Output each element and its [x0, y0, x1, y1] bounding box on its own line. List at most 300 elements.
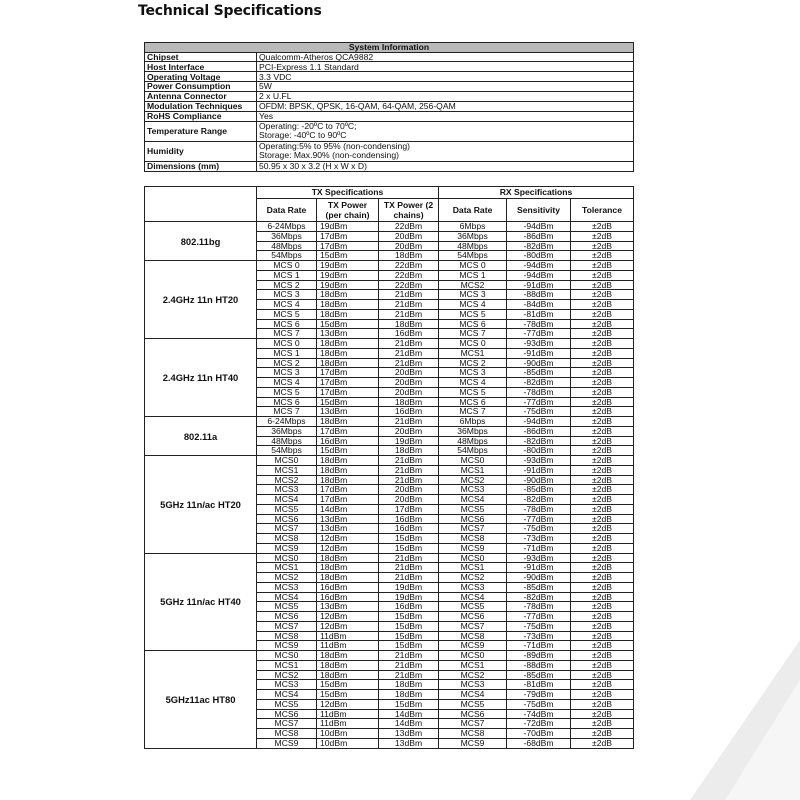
tx-data-rate-cell: MCS6: [257, 612, 317, 622]
system-information-table: [144, 42, 634, 172]
tolerance-cell: ±2dB: [571, 670, 634, 680]
tx-power-per-chain-cell: 18dBm: [317, 553, 379, 563]
system-rows: [145, 52, 634, 121]
system-row: [145, 82, 634, 92]
rx-data-rate-cell: MCS8: [439, 631, 507, 641]
tolerance-cell: ±2dB: [571, 514, 634, 524]
humidity-label: Humidity: [145, 141, 257, 161]
group-name-cell: 802.11a: [145, 417, 257, 456]
tx-power-2-chains-cell: 18dBm: [379, 397, 439, 407]
sensitivity-cell: -85dBm: [507, 670, 571, 680]
tx-power-2-chains-cell: 20dBm: [379, 368, 439, 378]
sensitivity-cell: -82dBm: [507, 241, 571, 251]
sensitivity-cell: -77dBm: [507, 514, 571, 524]
tolerance-cell: ±2dB: [571, 387, 634, 397]
sensitivity-cell: -93dBm: [507, 553, 571, 563]
sensitivity-cell: -73dBm: [507, 534, 571, 544]
rx-data-rate-cell: MCS 5: [439, 309, 507, 319]
tx-power-per-chain-cell: 19dBm: [317, 261, 379, 271]
tx-power-per-chain-cell: 17dBm: [317, 368, 379, 378]
tx-power-per-chain-cell: 15dBm: [317, 690, 379, 700]
rf-specifications-body: [145, 222, 634, 749]
tx-data-rate-cell: MCS9: [257, 738, 317, 748]
table-row: [145, 222, 634, 232]
rx-data-rate-cell: MCS0: [439, 456, 507, 466]
tx-data-rate-cell: MCS 0: [257, 261, 317, 271]
tx-power-per-chain-cell: 15dBm: [317, 319, 379, 329]
tx-power-2-chains-cell: 20dBm: [379, 378, 439, 388]
tx-data-rate-cell: 6-24Mbps: [257, 417, 317, 427]
tx-power-2-chains-cell: 22dBm: [379, 261, 439, 271]
sensitivity-cell: -91dBm: [507, 348, 571, 358]
tx-data-rate-cell: MCS5: [257, 699, 317, 709]
tx-data-rate-cell: MCS6: [257, 709, 317, 719]
tx-power-2-chains-cell: 16dBm: [379, 407, 439, 417]
sensitivity-cell: -90dBm: [507, 358, 571, 368]
tolerance-cell: ±2dB: [571, 397, 634, 407]
rx-data-rate-cell: 6Mbps: [439, 417, 507, 427]
rx-data-rate-cell: 54Mbps: [439, 251, 507, 261]
sensitivity-cell: -80dBm: [507, 251, 571, 261]
rx-data-rate-cell: MCS3: [439, 582, 507, 592]
tx-power-per-chain-cell: 18dBm: [317, 417, 379, 427]
tx-power-2-chains-cell: 22dBm: [379, 270, 439, 280]
tx-power-per-chain-cell: 19dBm: [317, 270, 379, 280]
tolerance-cell: ±2dB: [571, 690, 634, 700]
tolerance-cell: ±2dB: [571, 524, 634, 534]
tx-data-rate-cell: MCS3: [257, 680, 317, 690]
sensitivity-cell: -75dBm: [507, 407, 571, 417]
tx-data-rate-cell: MCS5: [257, 504, 317, 514]
tx-data-rate-cell: MCS 5: [257, 309, 317, 319]
tx-power-2-chains-cell: 21dBm: [379, 456, 439, 466]
rx-data-rate-cell: MCS1: [439, 563, 507, 573]
tolerance-cell: ±2dB: [571, 534, 634, 544]
tx-power-2-chains-cell: 15dBm: [379, 612, 439, 622]
rx-data-rate-cell: MCS0: [439, 553, 507, 563]
sensitivity-cell: -91dBm: [507, 280, 571, 290]
temperature-storage: Storage: -40ºC to 90ºC: [259, 130, 347, 141]
tx-power-2-chains-cell: 21dBm: [379, 670, 439, 680]
tolerance-cell: ±2dB: [571, 563, 634, 573]
tx-power-2-chains-cell: 20dBm: [379, 241, 439, 251]
tx-power-per-chain-cell: 12dBm: [317, 534, 379, 544]
system-row-label: Power Consumption: [145, 82, 257, 92]
tx-power-per-chain-cell: 11dBm: [317, 641, 379, 651]
tolerance-cell: ±2dB: [571, 631, 634, 641]
system-row-value: Qualcomm-Atheros QCA9882: [257, 52, 634, 62]
rx-data-rate-cell: MCS6: [439, 612, 507, 622]
rx-data-rate-cell: MCS 3: [439, 290, 507, 300]
tx-power-per-chain-cell: 18dBm: [317, 456, 379, 466]
tolerance-cell: ±2dB: [571, 621, 634, 631]
tx-data-rate-cell: MCS4: [257, 592, 317, 602]
tx-power-2-chains-cell: 14dBm: [379, 709, 439, 719]
tx-data-rate-cell: 36Mbps: [257, 426, 317, 436]
rx-data-rate-cell: MCS 1: [439, 270, 507, 280]
tx-power-per-chain-cell: 13dBm: [317, 524, 379, 534]
rx-data-rate-cell: MCS7: [439, 719, 507, 729]
tx-power-2-chains-cell: 21dBm: [379, 339, 439, 349]
sensitivity-cell: -78dBm: [507, 504, 571, 514]
tx-power-per-chain-cell: 12dBm: [317, 543, 379, 553]
rx-data-rate-cell: MCS 7: [439, 407, 507, 417]
rx-data-rate-cell: MCS 6: [439, 319, 507, 329]
tx-power-2-chains-cell: 13dBm: [379, 729, 439, 739]
blank-header-cell: [145, 187, 257, 199]
tx-data-rate-cell: MCS8: [257, 631, 317, 641]
tolerance-cell: ±2dB: [571, 270, 634, 280]
tolerance-cell: ±2dB: [571, 582, 634, 592]
tx-data-rate-cell: 54Mbps: [257, 251, 317, 261]
tx-power-per-chain-cell: 12dBm: [317, 699, 379, 709]
group-name-cell: 2.4GHz 11n HT20: [145, 261, 257, 339]
tx-power-per-chain-cell: 15dBm: [317, 680, 379, 690]
tx-power-2-chains-cell: 17dBm: [379, 504, 439, 514]
tolerance-cell: ±2dB: [571, 465, 634, 475]
tx-power-per-chain-cell: 12dBm: [317, 621, 379, 631]
tx-data-rate-cell: MCS4: [257, 690, 317, 700]
rx-data-rate-cell: MCS2: [439, 670, 507, 680]
tx-power-2-chains-cell: 19dBm: [379, 592, 439, 602]
tx-data-rate-cell: MCS2: [257, 573, 317, 583]
humidity-value: [257, 141, 634, 161]
rx-data-rate-cell: MCS8: [439, 729, 507, 739]
sensitivity-cell: -85dBm: [507, 368, 571, 378]
tx-data-rate-cell: 36Mbps: [257, 231, 317, 241]
tx-power-per-chain-cell: 18dBm: [317, 563, 379, 573]
system-row-label: RoHS Compliance: [145, 111, 257, 121]
tx-data-rate-cell: MCS 3: [257, 290, 317, 300]
tx-data-rate-cell: 54Mbps: [257, 446, 317, 456]
tolerance-cell: ±2dB: [571, 348, 634, 358]
tx-power-2-chains-cell: 16dBm: [379, 514, 439, 524]
tx-power-2-chains-cell: 21dBm: [379, 660, 439, 670]
sensitivity-cell: -86dBm: [507, 231, 571, 241]
tolerance-cell: ±2dB: [571, 241, 634, 251]
rx-data-rate-cell: MCS 7: [439, 329, 507, 339]
tx-power-per-chain-cell: 16dBm: [317, 582, 379, 592]
tx-data-rate-cell: MCS 7: [257, 407, 317, 417]
tx-power-2-chains-cell: 21dBm: [379, 465, 439, 475]
tolerance-cell: ±2dB: [571, 738, 634, 748]
rx-data-rate-cell: MCS2: [439, 573, 507, 583]
tx-data-rate-cell: MCS 1: [257, 270, 317, 280]
dimensions-row: [145, 161, 634, 171]
tx-power-2-chains-cell: 19dBm: [379, 582, 439, 592]
tx-power-per-chain-cell: 11dBm: [317, 719, 379, 729]
sensitivity-cell: -94dBm: [507, 270, 571, 280]
tolerance-cell: ±2dB: [571, 641, 634, 651]
tx-data-rate-cell: MCS3: [257, 485, 317, 495]
tx-power-2-chains-cell: 21dBm: [379, 290, 439, 300]
tx-power-2-chains-cell: 20dBm: [379, 387, 439, 397]
sensitivity-cell: -94dBm: [507, 222, 571, 232]
system-row-value: PCI-Express 1.1 Standard: [257, 62, 634, 72]
tx-data-rate-cell: MCS 1: [257, 348, 317, 358]
table-row: [145, 553, 634, 563]
rx-data-rate-cell: MCS9: [439, 738, 507, 748]
tx-data-rate-cell: MCS 5: [257, 387, 317, 397]
rx-data-rate-cell: MCS1: [439, 465, 507, 475]
tx-data-rate-cell: MCS8: [257, 534, 317, 544]
tx-data-rate-cell: MCS9: [257, 543, 317, 553]
sensitivity-cell: -68dBm: [507, 738, 571, 748]
tx-data-rate-cell: MCS9: [257, 641, 317, 651]
tx-data-rate-cell: MCS2: [257, 475, 317, 485]
tx-power-per-chain-cell: 18dBm: [317, 358, 379, 368]
tolerance-cell: ±2dB: [571, 339, 634, 349]
tx-data-rate-cell: MCS 6: [257, 397, 317, 407]
sensitivity-cell: -78dBm: [507, 602, 571, 612]
sensitivity-cell: -82dBm: [507, 436, 571, 446]
tx-data-rate-cell: MCS2: [257, 670, 317, 680]
tolerance-cell: ±2dB: [571, 309, 634, 319]
tx-power-2-chains-cell: 20dBm: [379, 231, 439, 241]
tolerance-cell: ±2dB: [571, 368, 634, 378]
humidity-operating: Operating:5% to 95% (non-condensing): [259, 141, 410, 151]
system-row-value: Yes: [257, 111, 634, 121]
tx-data-rate-cell: MCS6: [257, 514, 317, 524]
rx-data-rate-cell: 6Mbps: [439, 222, 507, 232]
sensitivity-cell: -93dBm: [507, 456, 571, 466]
rx-data-rate-cell: MCS 2: [439, 358, 507, 368]
tolerance-cell: ±2dB: [571, 485, 634, 495]
tx-data-rate-cell: MCS 4: [257, 300, 317, 310]
tolerance-cell: ±2dB: [571, 553, 634, 563]
temperature-operating: Operating: -20ºC to 70ºC;: [259, 121, 357, 131]
tx-power-2-chains-cell: 16dBm: [379, 524, 439, 534]
tolerance-cell: ±2dB: [571, 280, 634, 290]
table-row: [145, 261, 634, 271]
tx-power-per-chain-cell: 14dBm: [317, 504, 379, 514]
rx-data-rate-cell: MCS3: [439, 485, 507, 495]
sensitivity-cell: -90dBm: [507, 573, 571, 583]
sensitivity-cell: -77dBm: [507, 612, 571, 622]
tx-power-per-chain-cell: 18dBm: [317, 670, 379, 680]
rx-data-rate-cell: MCS 6: [439, 397, 507, 407]
tx-power-per-chain-cell: 11dBm: [317, 709, 379, 719]
table-row: [145, 417, 634, 427]
tx-data-rate-cell: 48Mbps: [257, 436, 317, 446]
tolerance-cell: ±2dB: [571, 251, 634, 261]
system-row: [145, 111, 634, 121]
rx-data-rate-cell: 36Mbps: [439, 231, 507, 241]
rx-data-rate-cell: MCS 0: [439, 339, 507, 349]
tx-power-per-chain-cell: 10dBm: [317, 738, 379, 748]
tx-data-rate-cell: MCS 2: [257, 358, 317, 368]
system-row-label: Modulation Techniques: [145, 102, 257, 112]
system-information-header: System Information: [145, 43, 634, 53]
tolerance-cell: ±2dB: [571, 573, 634, 583]
sensitivity-cell: -85dBm: [507, 582, 571, 592]
tx-power-per-chain-cell: 15dBm: [317, 251, 379, 261]
tx-power-2-chains-cell: 15dBm: [379, 631, 439, 641]
tx-power-per-chain-cell: 18dBm: [317, 339, 379, 349]
rx-data-rate-cell: MCS4: [439, 495, 507, 505]
tx-data-rate-cell: MCS1: [257, 563, 317, 573]
sensitivity-cell: -70dBm: [507, 729, 571, 739]
tx-power-2-chains-cell: 22dBm: [379, 280, 439, 290]
tx-power-per-chain-cell: 18dBm: [317, 465, 379, 475]
rx-data-rate-cell: MCS4: [439, 592, 507, 602]
tolerance-cell: ±2dB: [571, 660, 634, 670]
tx-power-per-chain-cell: 17dBm: [317, 231, 379, 241]
tx-power-2-chains-cell: 15dBm: [379, 534, 439, 544]
sensitivity-cell: -88dBm: [507, 660, 571, 670]
tolerance-cell: ±2dB: [571, 319, 634, 329]
sensitivity-cell: -82dBm: [507, 592, 571, 602]
system-row: [145, 62, 634, 72]
tolerance-cell: ±2dB: [571, 300, 634, 310]
sensitivity-cell: -84dBm: [507, 300, 571, 310]
tx-specifications-header: TX Specifications: [257, 187, 439, 199]
system-row-label: Chipset: [145, 52, 257, 62]
tolerance-cell: ±2dB: [571, 719, 634, 729]
tolerance-cell: ±2dB: [571, 709, 634, 719]
tx-data-rate-cell: MCS4: [257, 495, 317, 505]
page-title: Technical Specifications: [138, 3, 322, 19]
rx-data-rate-cell: MCS4: [439, 690, 507, 700]
sensitivity-cell: -91dBm: [507, 465, 571, 475]
tx-power-per-chain-cell: 18dBm: [317, 300, 379, 310]
tx-power-per-chain-cell: 17dBm: [317, 495, 379, 505]
sensitivity-cell: -86dBm: [507, 426, 571, 436]
tx-power-per-chain-header: TX Power (per chain): [317, 199, 379, 222]
sensitivity-cell: -82dBm: [507, 495, 571, 505]
tx-power-per-chain-cell: 16dBm: [317, 436, 379, 446]
tx-power-per-chain-cell: 13dBm: [317, 514, 379, 524]
rx-data-rate-cell: MCS2: [439, 280, 507, 290]
watermark-logo: [650, 640, 800, 800]
tolerance-cell: ±2dB: [571, 358, 634, 368]
tx-power-2-chains-cell: 21dBm: [379, 358, 439, 368]
sensitivity-cell: -94dBm: [507, 417, 571, 427]
rx-data-rate-cell: MCS0: [439, 651, 507, 661]
rx-data-rate-cell: 48Mbps: [439, 436, 507, 446]
system-row-value: 2 x U.FL: [257, 92, 634, 102]
system-row-value: OFDM: BPSK, QPSK, 16-QAM, 64-QAM, 256-QAM: [257, 102, 634, 112]
rx-data-rate-cell: 36Mbps: [439, 426, 507, 436]
rx-data-rate-cell: MCS7: [439, 524, 507, 534]
tolerance-cell: ±2dB: [571, 612, 634, 622]
sensitivity-cell: -81dBm: [507, 680, 571, 690]
tolerance-cell: ±2dB: [571, 475, 634, 485]
sensitivity-cell: -89dBm: [507, 651, 571, 661]
tx-power-2-chains-cell: 21dBm: [379, 553, 439, 563]
tolerance-cell: ±2dB: [571, 329, 634, 339]
tx-data-rate-cell: 48Mbps: [257, 241, 317, 251]
tx-power-per-chain-cell: 13dBm: [317, 407, 379, 417]
rx-data-rate-cell: MCS 4: [439, 300, 507, 310]
system-row-value: 5W: [257, 82, 634, 92]
tx-power-per-chain-cell: 13dBm: [317, 602, 379, 612]
rx-data-rate-cell: MCS5: [439, 504, 507, 514]
rx-data-rate-cell: MCS5: [439, 699, 507, 709]
tolerance-cell: ±2dB: [571, 222, 634, 232]
tolerance-cell: ±2dB: [571, 495, 634, 505]
tx-power-2-chains-cell: 20dBm: [379, 485, 439, 495]
tx-power-2-chains-cell: 18dBm: [379, 319, 439, 329]
system-row-label: Antenna Connector: [145, 92, 257, 102]
sensitivity-cell: -72dBm: [507, 719, 571, 729]
sensitivity-cell: -85dBm: [507, 485, 571, 495]
tx-power-2-chains-cell: 14dBm: [379, 719, 439, 729]
sensitivity-cell: -71dBm: [507, 543, 571, 553]
tx-power-2-chains-cell: 15dBm: [379, 699, 439, 709]
tx-power-2-chains-cell: 21dBm: [379, 475, 439, 485]
sensitivity-cell: -93dBm: [507, 339, 571, 349]
tx-power-2-chains-header: TX Power (2 chains): [379, 199, 439, 222]
tx-power-per-chain-cell: 10dBm: [317, 729, 379, 739]
rx-data-rate-cell: 48Mbps: [439, 241, 507, 251]
sensitivity-cell: -82dBm: [507, 378, 571, 388]
rx-data-rate-cell: MCS5: [439, 602, 507, 612]
humidity-storage: Storage: Max.90% (non-condensing): [259, 150, 399, 161]
tx-power-per-chain-cell: 19dBm: [317, 222, 379, 232]
rx-data-rate-cell: MCS6: [439, 709, 507, 719]
tx-power-2-chains-cell: 18dBm: [379, 251, 439, 261]
tx-power-per-chain-cell: 18dBm: [317, 651, 379, 661]
tx-power-2-chains-cell: 15dBm: [379, 543, 439, 553]
rf-specifications-table: [144, 186, 634, 749]
sensitivity-cell: -90dBm: [507, 475, 571, 485]
tx-power-per-chain-cell: 16dBm: [317, 592, 379, 602]
humidity-row: [145, 141, 634, 161]
table-row: [145, 456, 634, 466]
table-row: [145, 651, 634, 661]
sensitivity-cell: -94dBm: [507, 261, 571, 271]
temperature-value: [257, 121, 634, 141]
tx-power-2-chains-cell: 15dBm: [379, 621, 439, 631]
sensitivity-cell: -71dBm: [507, 641, 571, 651]
tolerance-cell: ±2dB: [571, 543, 634, 553]
tx-power-per-chain-cell: 17dBm: [317, 485, 379, 495]
tx-power-2-chains-cell: 21dBm: [379, 651, 439, 661]
sensitivity-cell: -75dBm: [507, 524, 571, 534]
tx-power-per-chain-cell: 18dBm: [317, 348, 379, 358]
group-name-cell: 2.4GHz 11n HT40: [145, 339, 257, 417]
system-row: [145, 102, 634, 112]
tx-data-rate-cell: MCS 0: [257, 339, 317, 349]
sensitivity-cell: -78dBm: [507, 319, 571, 329]
tolerance-cell: ±2dB: [571, 261, 634, 271]
sensitivity-header: Sensitivity: [507, 199, 571, 222]
tx-power-per-chain-cell: 12dBm: [317, 612, 379, 622]
system-row: [145, 72, 634, 82]
rx-data-rate-cell: MCS 0: [439, 261, 507, 271]
tolerance-cell: ±2dB: [571, 592, 634, 602]
rx-data-rate-cell: MCS 3: [439, 368, 507, 378]
tx-power-per-chain-cell: 18dBm: [317, 660, 379, 670]
tolerance-cell: ±2dB: [571, 456, 634, 466]
tx-power-2-chains-cell: 15dBm: [379, 641, 439, 651]
sensitivity-cell: -79dBm: [507, 690, 571, 700]
tolerance-cell: ±2dB: [571, 680, 634, 690]
tx-power-2-chains-cell: 18dBm: [379, 690, 439, 700]
tx-data-rate-cell: MCS8: [257, 729, 317, 739]
tx-data-rate-cell: MCS 2: [257, 280, 317, 290]
tx-power-per-chain-cell: 18dBm: [317, 475, 379, 485]
rx-data-rate-cell: MCS2: [439, 475, 507, 485]
rx-data-rate-cell: MCS3: [439, 680, 507, 690]
tx-power-2-chains-cell: 16dBm: [379, 602, 439, 612]
tx-power-per-chain-cell: 17dBm: [317, 241, 379, 251]
tx-data-rate-cell: MCS 7: [257, 329, 317, 339]
tx-data-rate-cell: MCS1: [257, 660, 317, 670]
group-name-cell: 5GHz11ac HT80: [145, 651, 257, 749]
tolerance-cell: ±2dB: [571, 504, 634, 514]
